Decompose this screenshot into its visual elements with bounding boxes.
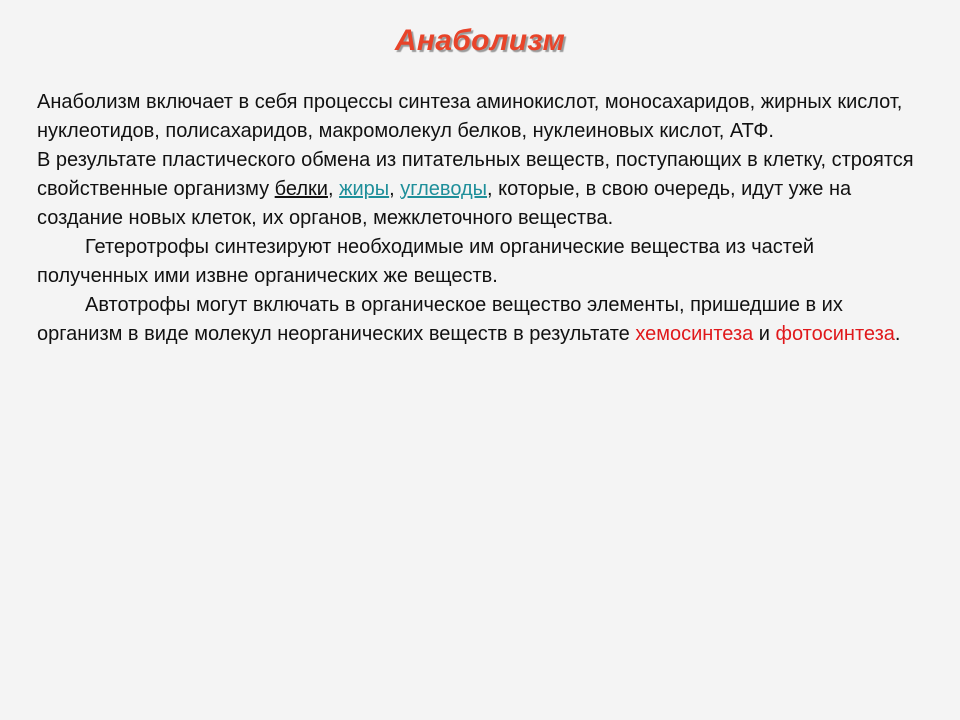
link-fats[interactable]: жиры (339, 178, 390, 200)
link-carbohydrates[interactable]: углеводы (400, 178, 488, 200)
separator: , (389, 178, 401, 200)
paragraph-anabolism-definition: Анаболизм включает в себя процессы синтеза аминокислот, моносахаридов, жирных кислот, нуклеотидов, полисахаридов, макромолекул белков, нуклеиновых кислот, АТФ. (37, 91, 903, 142)
paragraph-text: В результате пластического обмена из питательных веществ, поступающих в клетку, строятся свойственные организму (37, 149, 914, 200)
term-chemosynthesis: хемосинтеза (635, 323, 754, 345)
link-proteins[interactable]: белки (274, 178, 328, 200)
paragraph-plastic-metabolism (37, 146, 927, 233)
slide-title: Анаболизм (394, 24, 566, 57)
paragraph-text: и (753, 323, 776, 345)
term-photosynthesis: фотосинтеза (775, 323, 895, 345)
paragraph-autotrophs (37, 291, 927, 349)
paragraph-text: Автотрофы могут включать в органическое вещество элементы, пришедшие в их организм в виде молекул неорганических веществ в результате (37, 294, 843, 345)
separator: , (327, 178, 340, 200)
paragraph-text: . (894, 323, 901, 345)
paragraph-heterotrophs: Гетеротрофы синтезируют необходимые им органические вещества из частей полученных ими извне органических же веществ. (37, 236, 815, 287)
paragraph-text: , которые, в свою очередь, идут уже на создание новых клеток, их органов, межклеточного вещества. (37, 178, 852, 229)
slide-body (37, 88, 927, 349)
